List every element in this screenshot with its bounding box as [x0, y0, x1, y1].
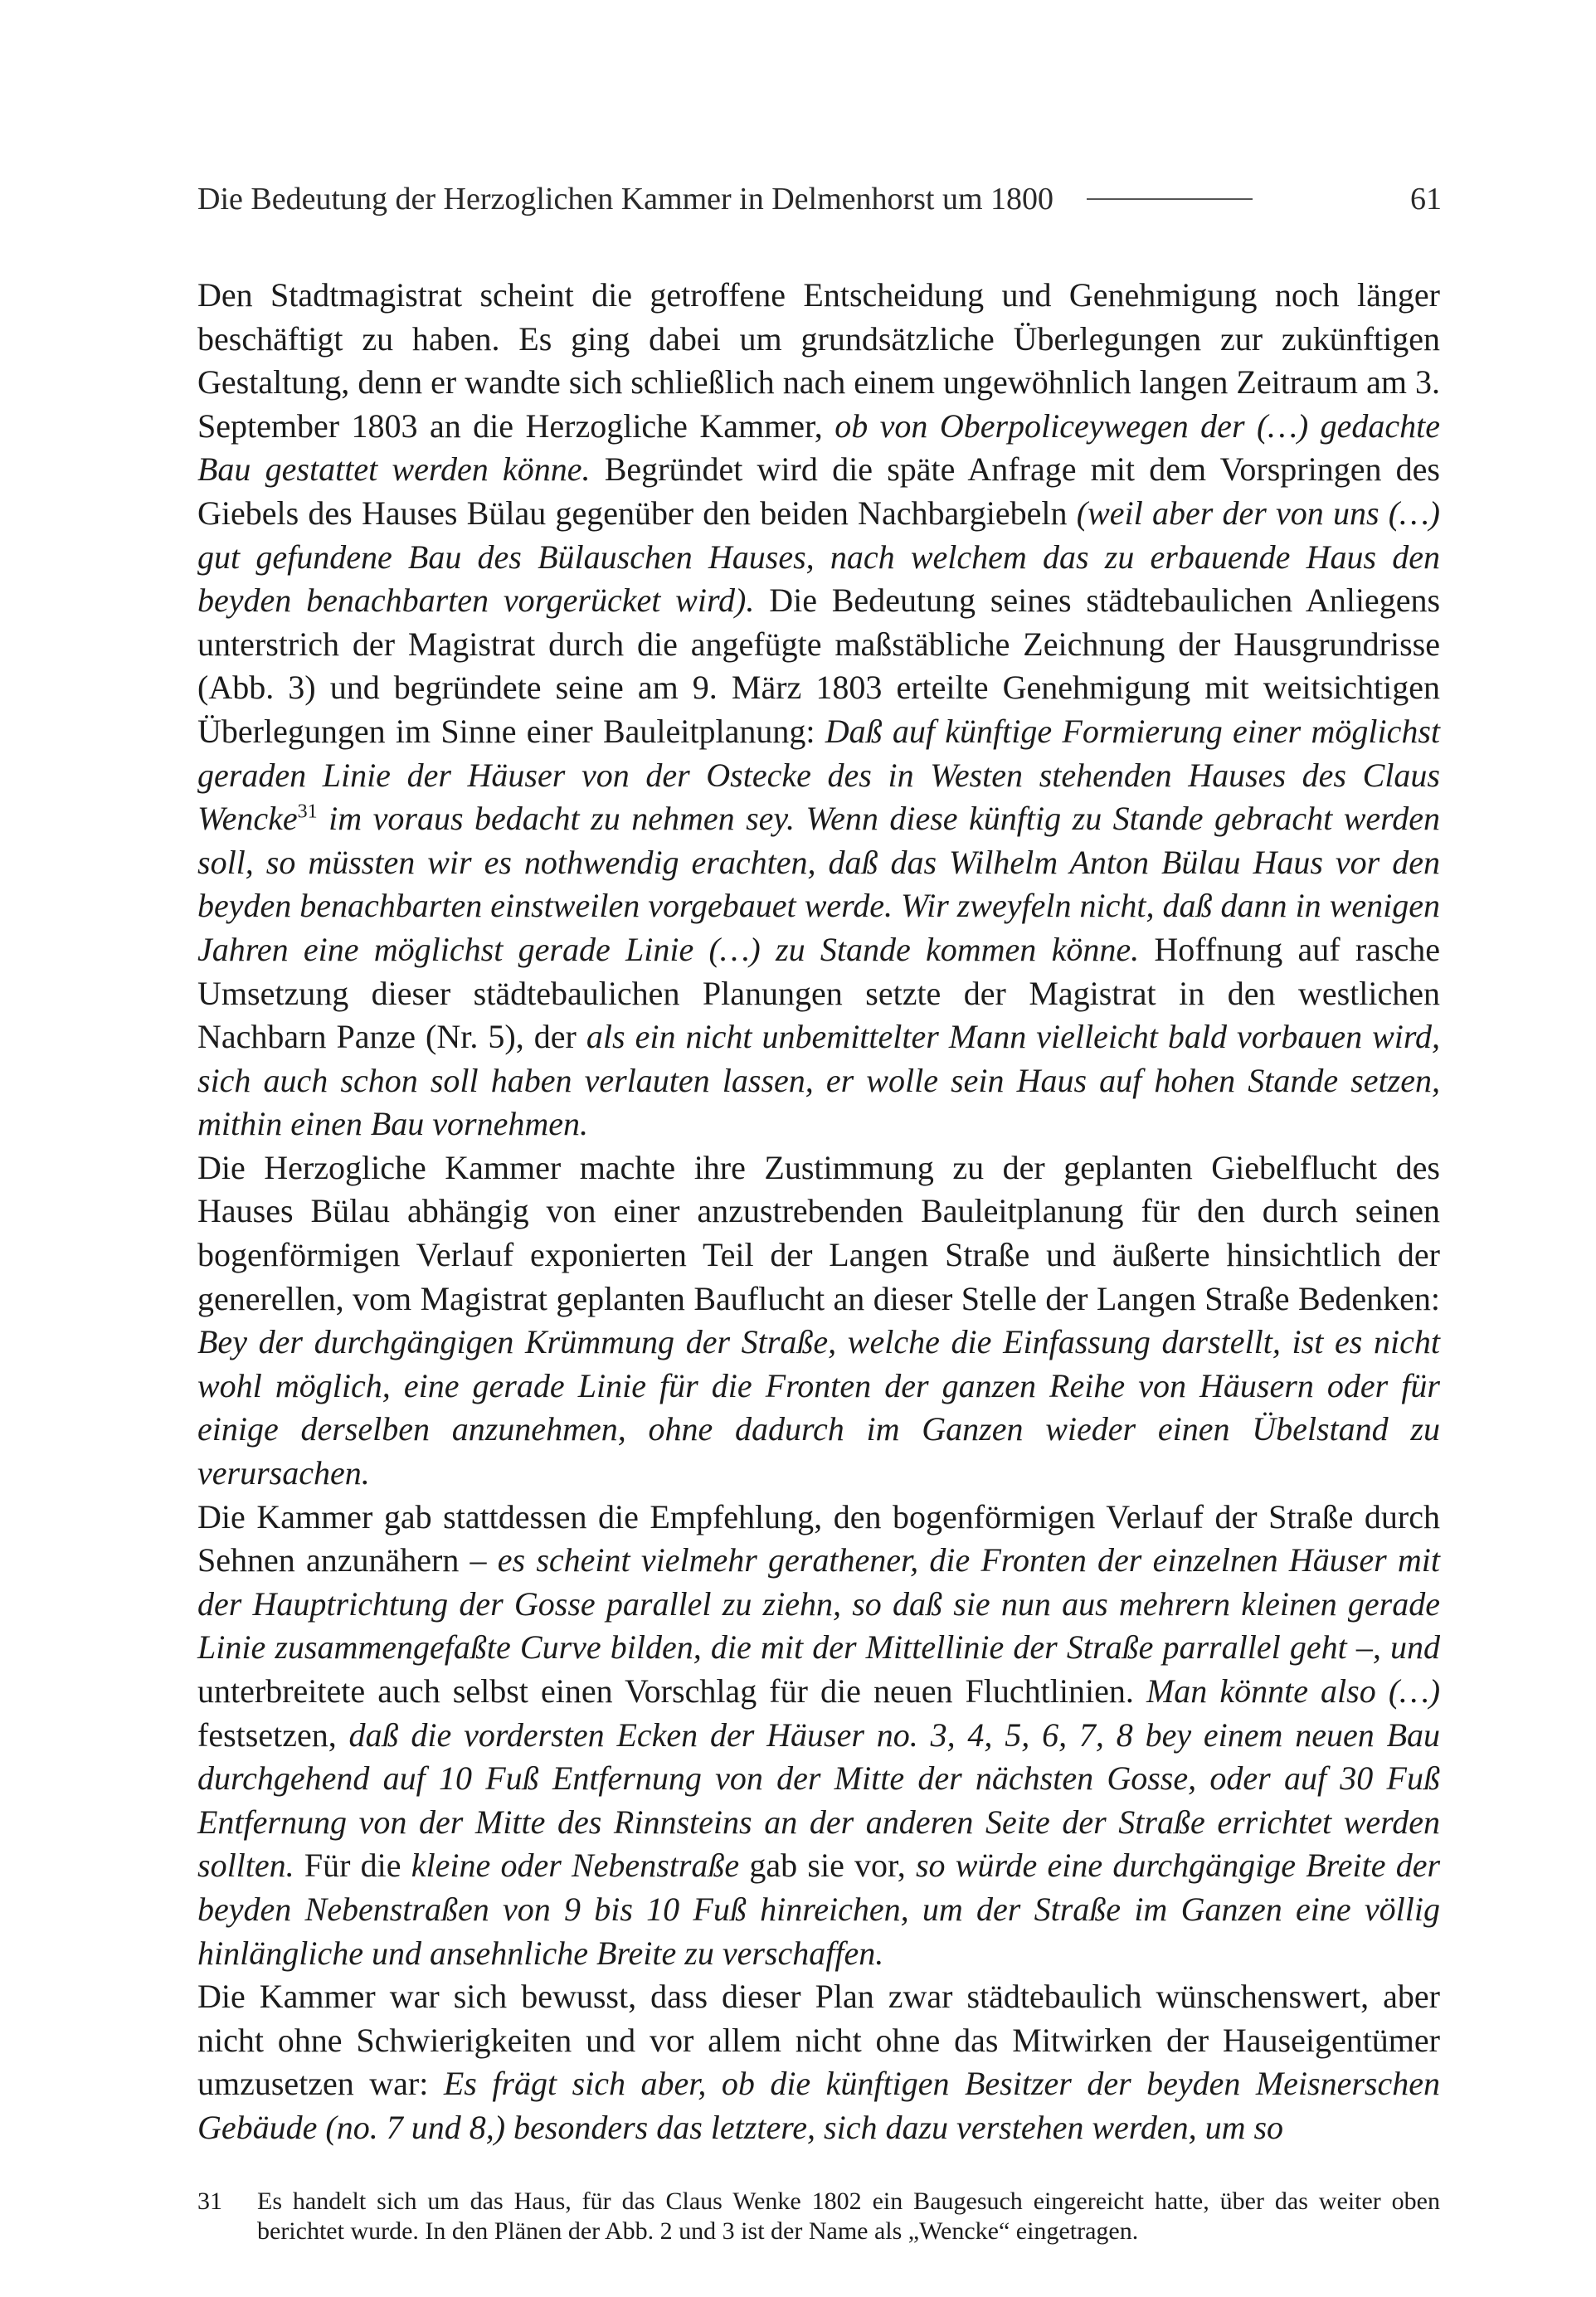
footnote-text: Es handelt sich um das Haus, für das Claus Wenke 1802 ein Baugesuch eingereicht hatte, über das weiter oben berichtet wurde. In den Plänen der Abb. 2 und 3 ist der Name als „Wencke“ eingetragen. [257, 2188, 1440, 2245]
text-run: Hoffnung auf rasche Umsetzung dieser städtebaulichen Planungen setzte der Magistrat in den westlichen Nachbarn Panze (Nr. 5), der [197, 930, 1440, 1056]
text-run: unterbreitete auch selbst einen Vorschlag für die neuen Fluchtlinien. [197, 1672, 1134, 1710]
quote-run: Daß auf künftige Formierung einer möglichst geraden Linie der Häuser von der Ostecke des in Westen stehenden Hauses des Claus Wencke [197, 712, 1441, 838]
text-run: Den Stadtmagistrat scheint die getroffene Entscheidung und Genehmigung noch länger beschäftigt zu haben. Es ging dabei um grundsätzliche Überlegungen zur zukünftigen Gestaltung, denn er wandte sich schließlich nach einem ungewöhnlich langen Zeitraum am 3. September 1803 an die Herzogliche Kammer, [197, 276, 1440, 445]
text-run: festsetzen, [197, 1715, 337, 1754]
quote-run: (weil aber der von uns (…) gut gefundene Bau des Bülauschen Hauses, nach welchem das zu erbauende Haus den beyden benachbarten vorgerücket wird). [197, 494, 1440, 620]
quote-run: Es frägt sich aber, ob die künftigen Besitzer der beyden Meisnerschen Gebäude (no. 7 und 8,) besonders das letztere, sich dazu verstehen werden, um so [197, 2065, 1440, 2146]
paragraph-1 [197, 274, 1440, 1146]
text-run: Die Bedeutung seines städtebaulichen Anliegens unterstrich der Magistrat durch die angefügte maßstäbliche Zeichnung der Hausgrundrisse (Abb. 3) und begründete seine am 9. März 1803 erteilte Genehmigung mit weitsichtigen Überlegungen im Sinne einer Bauleitplanung: [197, 582, 1441, 750]
quote-run: es scheint vielmehr gerathener, die Fronten der einzelnen Häuser mit der Hauptrichtung der Gosse parallel zu ziehn, so daß sie nun aus mehrern kleinen gerade Linie zusammengefaßte Curve bilden, die mit der Mittellinie der Straße parrallel geht –, und [197, 1541, 1441, 1667]
quote-run: daß die vordersten Ecken der Häuser no. 3, 4, 5, 6, 7, 8 bey einem neuen Bau durchgehend auf 10 Fuß Entfernung von der Mitte der nächsten Gosse, oder auf 30 Fuß Entfernung von der Mitte des Rinnsteins an der anderen Seite der Straße errichtet werden sollten. [197, 1715, 1441, 1885]
text-run: gab sie vor, [749, 1847, 906, 1885]
text-run: Die Kammer gab stattdessen die Empfehlung, den bogenförmigen Verlauf der Straße durch Sehnen anzunähern – [197, 1497, 1440, 1579]
text-run: Für die [304, 1847, 401, 1885]
text-run: Begründet wird die späte Anfrage mit dem Vorspringen des Giebels des Hauses Bülau gegenüber den beiden Nachbargiebeln [197, 450, 1440, 532]
paragraph-3 [197, 1496, 1440, 1976]
quote-run: ob von Oberpoliceywegen der (…) gedachte Bau gestattet werden könne. [197, 406, 1440, 489]
footnote [197, 2187, 1440, 2246]
quote-run: Bey der durchgängigen Krümmung der Straße, welche die Einfassung darstellt, ist es nicht wohl möglich, eine gerade Linie für die Fronten der ganzen Reihe von Häusern oder für einige derselben anzunehmen, ohne dadurch im Ganzen wieder einen Übelstand zu verursachen. [197, 1323, 1440, 1492]
paragraph-2 [197, 1146, 1440, 1496]
quote-run: so würde eine durchgängige Breite der beyden Nebenstraßen von 9 bis 10 Fuß hinreichen, um der Straße im Ganzen eine völlig hinlängliche und ansehnliche Breite zu verschaffen. [197, 1847, 1441, 1972]
quote-run: im voraus bedacht zu nehmen sey. Wenn diese künftig zu Stande gebracht werden soll, so müssten wir es nothwendig erachten, daß das Wilhelm Anton Bülau Haus vor den beyden benachbarten einstweilen vorgebauet werde. Wir zweyfeln nicht, daß dann in wenigen Jahren eine möglichst gerade Linie (…) zu Stande kommen könne. [197, 800, 1440, 968]
text-run: Die Herzogliche Kammer machte ihre Zustimmung zu der geplanten Giebelflucht des Hauses Bülau abhängig von einer anzustrebenden Bauleitplanung für den durch seinen bogenförmigen Verlauf exponierten Teil der Langen Straße und äußerte hinsichtlich der generellen, vom Magistrat geplanten Bauflucht an dieser Stelle der Langen Straße Bedenken: [197, 1148, 1440, 1317]
running-title: Die Bedeutung der Herzoglichen Kammer in Delmenhorst um 1800 [197, 182, 1054, 217]
footnote-number: 31 [197, 2188, 222, 2215]
quote-run: Man könnte also (…) [1146, 1672, 1441, 1710]
header-rule [1087, 198, 1253, 200]
body-text [197, 274, 1440, 2150]
paragraph-4 [197, 1975, 1440, 2149]
text-run: Die Kammer war sich bewusst, dass dieser Plan zwar städtebaulich wünschenswert, aber nicht ohne Schwierigkeiten und vor allem nicht ohne das Mitwirken der Hauseigentümer umzusetzen war: [197, 1978, 1440, 2103]
quote-run: kleine oder Nebenstraße [411, 1847, 740, 1885]
footnote-reference: 31 [297, 801, 318, 823]
page-number: 61 [1410, 182, 1442, 217]
quote-run: als ein nicht unbemittelter Mann vielleicht bald vorbauen wird, sich auch schon soll haben verlauten lassen, er wolle sein Haus auf hohen Stande setzen, mithin einen Bau vornehmen. [197, 1018, 1440, 1143]
running-header [197, 174, 1442, 224]
